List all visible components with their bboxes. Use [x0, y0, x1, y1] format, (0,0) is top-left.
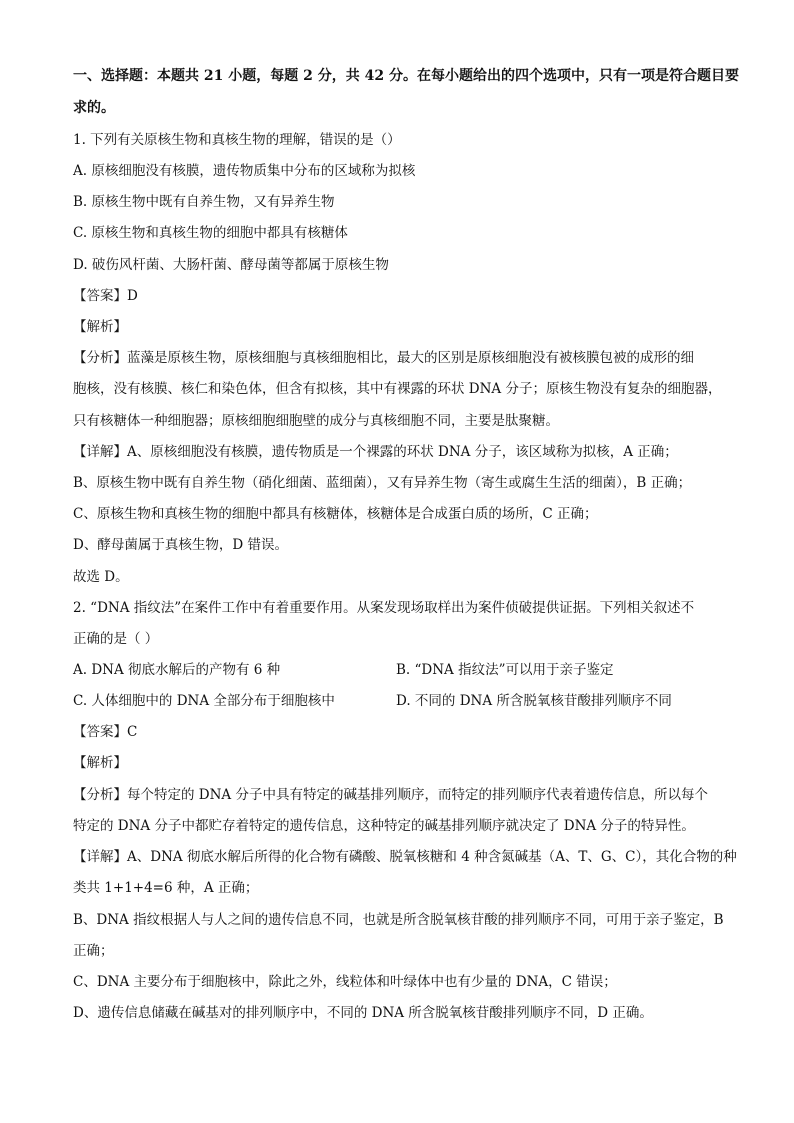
answer-tag: 【答案】 [73, 724, 127, 740]
question-2-detail-line-1: 【详解】A、DNA 彻底水解后所得的化合物有磷酸、脱氧核糖和 4 种含氮碱基（A、T、G、C），其化合物的种 [73, 849, 737, 865]
question-1-option-d: D. 破伤风杆菌、大肠杆菌、酵母菌等都属于原核生物 [73, 257, 389, 273]
section-header-line-1: 一、选择题：本题共 21 小题，每题 2 分，共 42 分。在每小题给出的四个选项中，只有一项是符合题目要 [73, 68, 739, 84]
question-2-option-d: D. 不同的 DNA 所含脱氧核苷酸排列顺序不同 [396, 693, 672, 709]
question-2-option-b: B. “DNA 指纹法”可以用于亲子鉴定 [396, 662, 614, 678]
question-2-fenxi-line-1: 【分析】每个特定的 DNA 分子中具有特定的碱基排列顺序，而特定的排列顺序代表着遗传信息，所以每个 [73, 787, 708, 803]
question-1-detail-line-4: D、酵母菌属于真核生物，D 错误。 [73, 537, 288, 553]
question-2-option-a: A. DNA 彻底水解后的产物有 6 种 [73, 662, 281, 678]
answer-value: D [127, 288, 138, 304]
question-1-fenxi-line-3: 只有核糖体一种细胞器；原核细胞细胞壁的成分与真核细胞不同，主要是肽聚糖。 [73, 413, 559, 429]
question-2-detail-line-6: D、遗传信息储藏在碱基对的排列顺序中，不同的 DNA 所含脱氧核苷酸排列顺序不同，D 正确。 [73, 1005, 653, 1021]
question-2-option-c: C. 人体细胞中的 DNA 全部分布于细胞核中 [73, 693, 335, 709]
section-header-line-2: 求的。 [73, 100, 115, 116]
question-1-detail-line-2: B、原核生物中既有自养生物（硝化细菌、蓝细菌），又有异养生物（寄生或腐生生活的细菌），B 正确； [73, 475, 692, 491]
question-2-detail-line-4: 正确； [73, 943, 114, 959]
question-1-option-b: B. 原核生物中既有自养生物，又有异养生物 [73, 194, 335, 210]
question-1-fenxi-line-2: 胞核，没有核膜、核仁和染色体，但含有拟核，其中有裸露的环状 DNA 分子；原核生物没有复杂的细胞器， [73, 381, 722, 397]
question-2-stem-line-1: 2. “DNA 指纹法”在案件工作中有着重要作用。从案发现场取样出为案件侦破提供证据。下列相关叙述不 [73, 600, 695, 616]
question-2-stem-line-2: 正确的是（ ） [73, 631, 159, 647]
question-2-detail-line-3: B、DNA 指纹根据人与人之间的遗传信息不同，也就是所含脱氧核苷酸的排列顺序不同，可用于亲子鉴定，B [73, 912, 724, 928]
question-2-detail-line-2: 类共 1+1+4=6 种，A 正确； [73, 880, 259, 896]
question-1-fenxi-line-1: 【分析】蓝藻是原核生物，原核细胞与真核细胞相比，最大的区别是原核细胞没有被核膜包被的成形的细 [73, 350, 694, 366]
question-1-stem: 1. 下列有关原核生物和真核生物的理解，错误的是（） [73, 132, 401, 148]
question-2-answer [73, 722, 733, 742]
question-1-analysis-tag: 【解析】 [73, 319, 127, 335]
question-2-detail-line-5: C、DNA 主要分布于细胞核中，除此之外，线粒体和叶绿体中也有少量的 DNA，C 错误； [73, 974, 617, 990]
question-1-detail-line-3: C、原核生物和真核生物的细胞中都具有核糖体，核糖体是合成蛋白质的场所，C 正确； [73, 506, 598, 522]
question-2-fenxi-line-2: 特定的 DNA 分子中都贮存着特定的遗传信息，这种特定的碱基排列顺序就决定了 DNA 分子的特异性。 [73, 818, 695, 834]
question-2-analysis-tag: 【解析】 [73, 755, 127, 771]
question-1-detail-line-1: 【详解】A、原核细胞没有核膜，遗传物质是一个裸露的环状 DNA 分子，该区域称为拟核，A 正确； [73, 444, 678, 460]
question-1-conclusion: 故选 D。 [73, 569, 129, 585]
answer-value: C [127, 724, 138, 740]
question-1-answer [73, 286, 733, 306]
question-1-option-a: A. 原核细胞没有核膜，遗传物质集中分布的区域称为拟核 [73, 163, 416, 179]
answer-tag: 【答案】 [73, 288, 127, 304]
question-1-option-c: C. 原核生物和真核生物的细胞中都具有核糖体 [73, 225, 348, 241]
